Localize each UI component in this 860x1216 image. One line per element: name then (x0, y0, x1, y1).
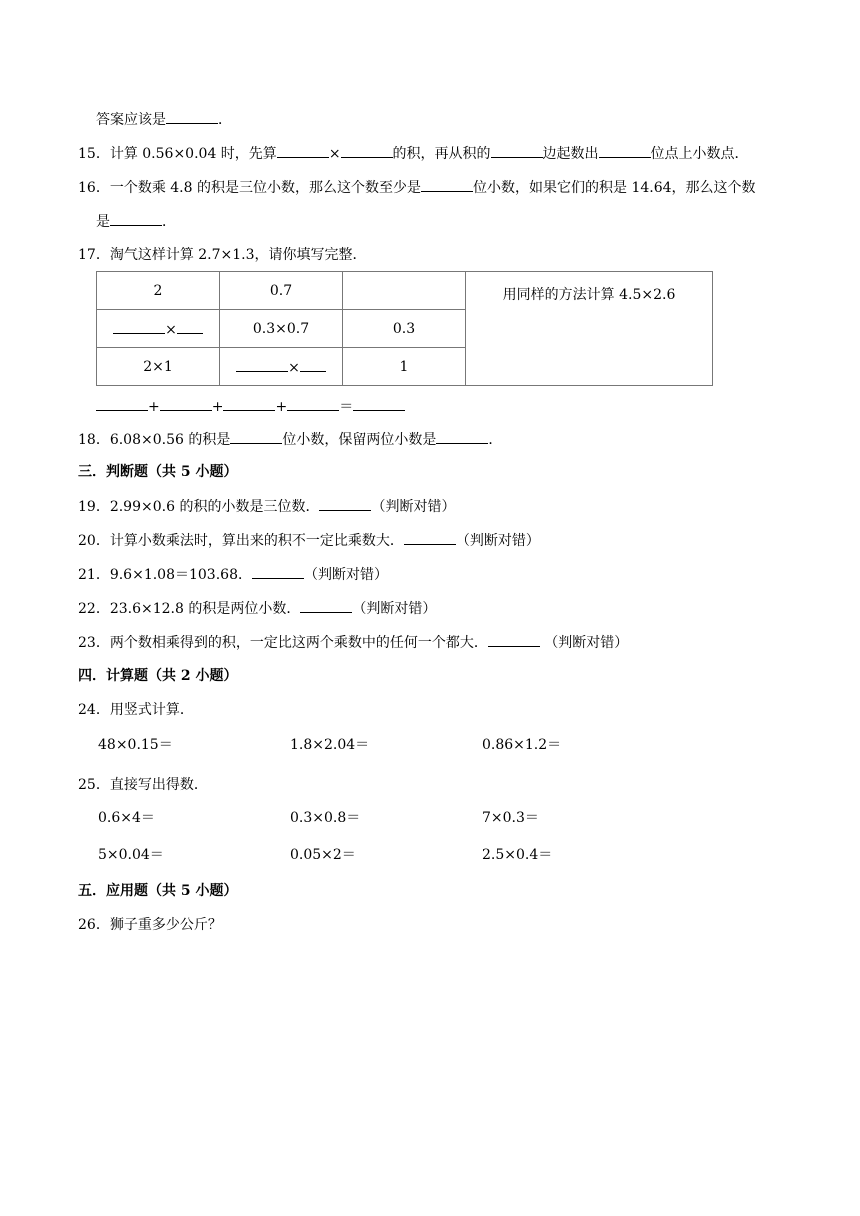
answer-blank[interactable] (230, 429, 282, 444)
question-19: 19．2.99×0.6 的积的小数是三位数． （判断对错） (78, 496, 455, 517)
question-26: 26．狮子重多少公斤？ (78, 917, 222, 933)
answer-blank[interactable] (436, 429, 488, 444)
answer-blank[interactable] (353, 396, 405, 411)
question-22: 22．23.6×12.8 的积是两位小数． （判断对错） (78, 598, 436, 619)
answer-blank[interactable] (236, 357, 288, 372)
answer-blank[interactable] (341, 143, 393, 158)
q24-items (98, 735, 674, 755)
answer-blank[interactable] (319, 496, 371, 511)
question-17: 17．淘气这样计算 2.7×1.3，请你填写完整． (78, 247, 367, 263)
cell-r2c2: 0.3×0.7 (220, 310, 343, 348)
question-number: 19． (78, 499, 110, 515)
answer-blank[interactable] (166, 109, 218, 124)
question-number: 17． (78, 247, 110, 263)
cell-r3c3: 1 (343, 348, 466, 386)
question-number: 16． (78, 180, 110, 196)
question-number: 15． (78, 146, 110, 162)
answer-blank[interactable] (252, 564, 304, 579)
q25-row-2 (98, 845, 674, 865)
cell-r3c1: 2×1 (97, 348, 220, 386)
question-20: 20．计算小数乘法时，算出来的积不一定比乘数大． （判断对错） (78, 530, 540, 551)
question-number: 20． (78, 533, 110, 549)
question-number: 23． (78, 635, 110, 651)
answer-blank[interactable] (113, 319, 165, 334)
cell-r1c3 (343, 272, 466, 310)
question-15: 15．计算 0.56×0.04 时，先算 × 的积，再从积的 边起数出 位点上小数点． (78, 143, 749, 164)
question-number: 18． (78, 432, 110, 448)
cell-r3c2: × (220, 348, 343, 386)
question-23: 23．两个数相乘得到的积，一定比这两个乘数中的任何一个都大． （判断对错） (78, 632, 628, 653)
q14-text: 答案应该是 (96, 112, 166, 128)
answer-blank[interactable] (110, 211, 162, 226)
calc-item: 0.05×2＝ (290, 847, 356, 863)
calc-item: 0.86×1.2＝ (482, 737, 562, 753)
answer-blank[interactable] (404, 530, 456, 545)
answer-blank[interactable] (287, 396, 339, 411)
question-16: 16．一个数乘 4.8 的积是三位小数，那么这个数至少是 位小数，如果它们的积是 14.64，那么这个数 (78, 177, 756, 198)
answer-blank[interactable] (96, 396, 148, 411)
q25-row-1 (98, 808, 674, 828)
calc-item: 7×0.3＝ (482, 810, 539, 826)
answer-blank[interactable] (160, 396, 212, 411)
answer-blank[interactable] (223, 396, 275, 411)
calc-item: 1.8×2.04＝ (290, 737, 370, 753)
question-number: 22． (78, 601, 110, 617)
calc-item: 48×0.15＝ (98, 737, 173, 753)
question-number: 21． (78, 567, 110, 583)
question-number: 25． (78, 777, 110, 793)
question-24: 24．用竖式计算． (78, 702, 194, 718)
answer-blank[interactable] (277, 143, 329, 158)
question-16-cont: 是 ． (96, 211, 176, 232)
section-5-title: 五．应用题（共 5 小题） (78, 883, 238, 899)
calc-table (96, 271, 713, 386)
answer-blank[interactable] (491, 143, 543, 158)
question-21: 21．9.6×1.08＝103.68． （判断对错） (78, 564, 388, 585)
q14-tail: 答案应该是 ． (96, 109, 232, 130)
answer-blank[interactable] (300, 357, 326, 372)
cell-r1c1: 2 (97, 272, 220, 310)
answer-blank[interactable] (599, 143, 651, 158)
cell-r1c2: 0.7 (220, 272, 343, 310)
calc-item: 0.6×4＝ (98, 810, 155, 826)
cell-r2c1: × (97, 310, 220, 348)
sum-line: + + + ＝ (96, 396, 405, 417)
section-3-title: 三．判断题（共 5 小题） (78, 464, 238, 480)
calc-item: 2.5×0.4＝ (482, 847, 553, 863)
question-number: 24． (78, 702, 110, 718)
question-18: 18．6.08×0.56 的积是 位小数，保留两位小数是 ． (78, 429, 502, 450)
calc-item: 5×0.04＝ (98, 847, 164, 863)
side-prompt: 用同样的方法计算 4.5×2.6 (466, 272, 713, 386)
question-25: 25．直接写出得数． (78, 777, 208, 793)
answer-blank[interactable] (300, 598, 352, 613)
answer-blank[interactable] (177, 319, 203, 334)
cell-r2c3: 0.3 (343, 310, 466, 348)
answer-blank[interactable] (488, 632, 540, 647)
section-4-title: 四．计算题（共 2 小题） (78, 668, 238, 684)
calc-item: 0.3×0.8＝ (290, 810, 361, 826)
question-number: 26． (78, 917, 110, 933)
answer-blank[interactable] (421, 177, 473, 192)
